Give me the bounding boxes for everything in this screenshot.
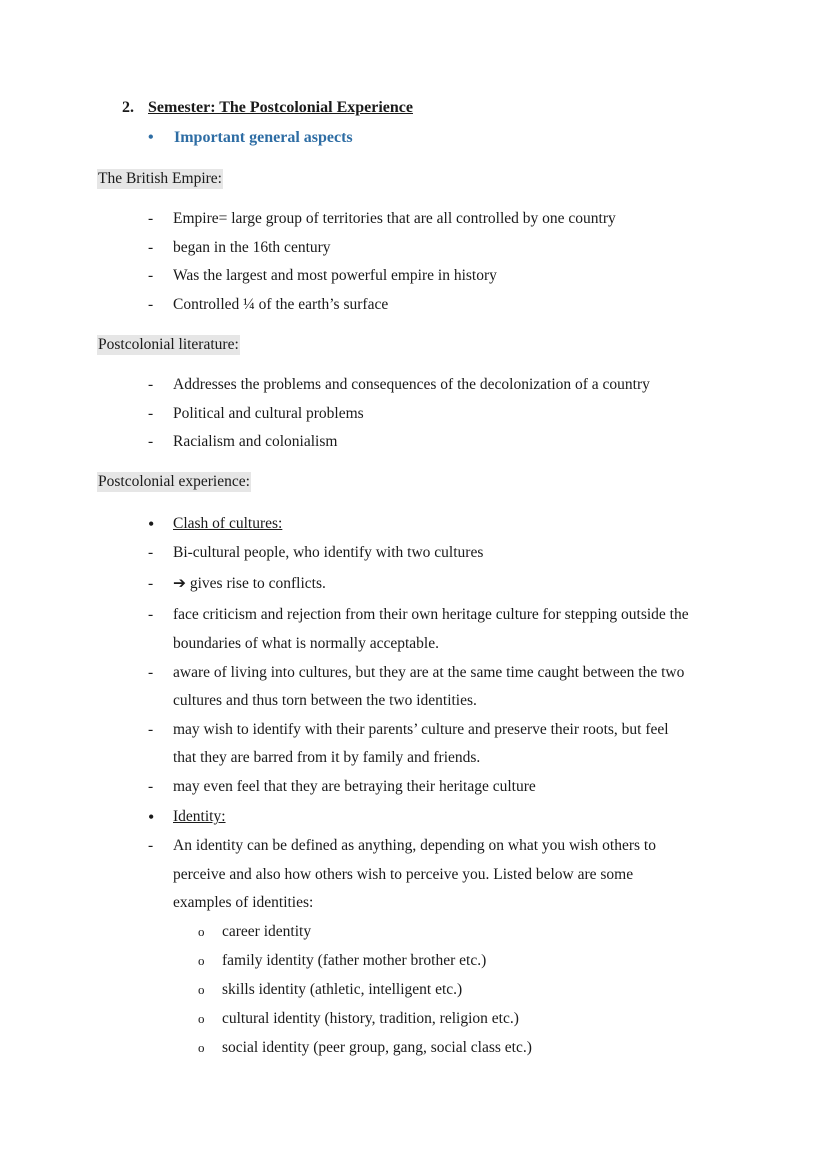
list-item-continuation: cultures and thus torn between the two identities. — [173, 692, 477, 709]
list-item-text: may wish to identify with their parents’ culture and preserve their roots, but feel — [173, 721, 669, 738]
bullet-icon: • — [148, 129, 154, 146]
circle-bullet-icon: o — [198, 924, 205, 939]
dash-icon: - — [148, 296, 154, 313]
dash-icon: - — [148, 837, 154, 854]
sub-list-item-text: family identity (father mother brother etc.) — [222, 952, 487, 969]
list-item-text: Addresses the problems and consequences of the decolonization of a country — [173, 376, 650, 393]
dash-icon: - — [148, 544, 154, 561]
list-item-text: Empire= large group of territories that are all controlled by one country — [173, 210, 616, 227]
list-item-text: An identity can be defined as anything, depending on what you wish others to — [173, 837, 656, 854]
postcolonial-experience-label: Postcolonial experience: — [98, 473, 250, 490]
list-item-text: Controlled ¼ of the earth’s surface — [173, 296, 389, 313]
dash-icon: - — [148, 405, 154, 422]
identity-title: Identity: — [173, 808, 226, 825]
bullet-icon: • — [148, 514, 155, 534]
list-item-text: may even feel that they are betraying their heritage culture — [173, 778, 536, 795]
dash-icon: - — [148, 606, 154, 623]
section-heading — [122, 99, 413, 117]
dash-icon: - — [148, 575, 154, 592]
sub-list-item-text: social identity (peer group, gang, social class etc.) — [222, 1039, 532, 1056]
list-item-text: aware of living into cultures, but they are at the same time caught between the two — [173, 664, 685, 681]
sub-list-item-text: skills identity (athletic, intelligent etc.) — [222, 981, 463, 998]
section-title: Semester: The Postcolonial Experience — [148, 99, 413, 116]
sub-list-item-text: career identity — [222, 923, 312, 940]
sub-list-item-text: cultural identity (history, tradition, religion etc.) — [222, 1010, 519, 1027]
dash-icon: - — [148, 433, 154, 450]
dash-icon: - — [148, 376, 154, 393]
circle-bullet-icon: o — [198, 1011, 205, 1026]
section-number: 2. — [122, 99, 134, 116]
subheading — [148, 129, 353, 147]
dash-icon: - — [148, 664, 154, 681]
clash-of-cultures-title: Clash of cultures: — [173, 515, 283, 532]
list-item-continuation: examples of identities: — [173, 894, 314, 911]
dash-icon: - — [148, 778, 154, 795]
dash-icon: - — [148, 721, 154, 738]
circle-bullet-icon: o — [198, 982, 205, 997]
subheading-text: Important general aspects — [174, 129, 353, 146]
list-item-text: Was the largest and most powerful empire in history — [173, 267, 497, 284]
dash-icon: - — [148, 239, 154, 256]
list-item-continuation: boundaries of what is normally acceptable. — [173, 635, 439, 652]
list-item-text: face criticism and rejection from their own heritage culture for stepping outside the — [173, 606, 689, 623]
postcolonial-literature-label: Postcolonial literature: — [98, 336, 239, 353]
list-item-text: began in the 16th century — [173, 239, 331, 256]
list-item-text: Political and cultural problems — [173, 405, 364, 422]
circle-bullet-icon: o — [198, 1040, 205, 1055]
list-item-continuation: that they are barred from it by family and friends. — [173, 749, 481, 766]
bullet-icon: • — [148, 807, 155, 827]
list-item-text: ➔ gives rise to conflicts. — [173, 575, 326, 592]
dash-icon: - — [148, 267, 154, 284]
circle-bullet-icon: o — [198, 953, 205, 968]
dash-icon: - — [148, 210, 154, 227]
list-item-text: Bi-cultural people, who identify with two cultures — [173, 544, 484, 561]
british-empire-label: The British Empire: — [98, 170, 222, 187]
list-item-text: Racialism and colonialism — [173, 433, 338, 450]
list-item-continuation: perceive and also how others wish to perceive you. Listed below are some — [173, 866, 634, 883]
